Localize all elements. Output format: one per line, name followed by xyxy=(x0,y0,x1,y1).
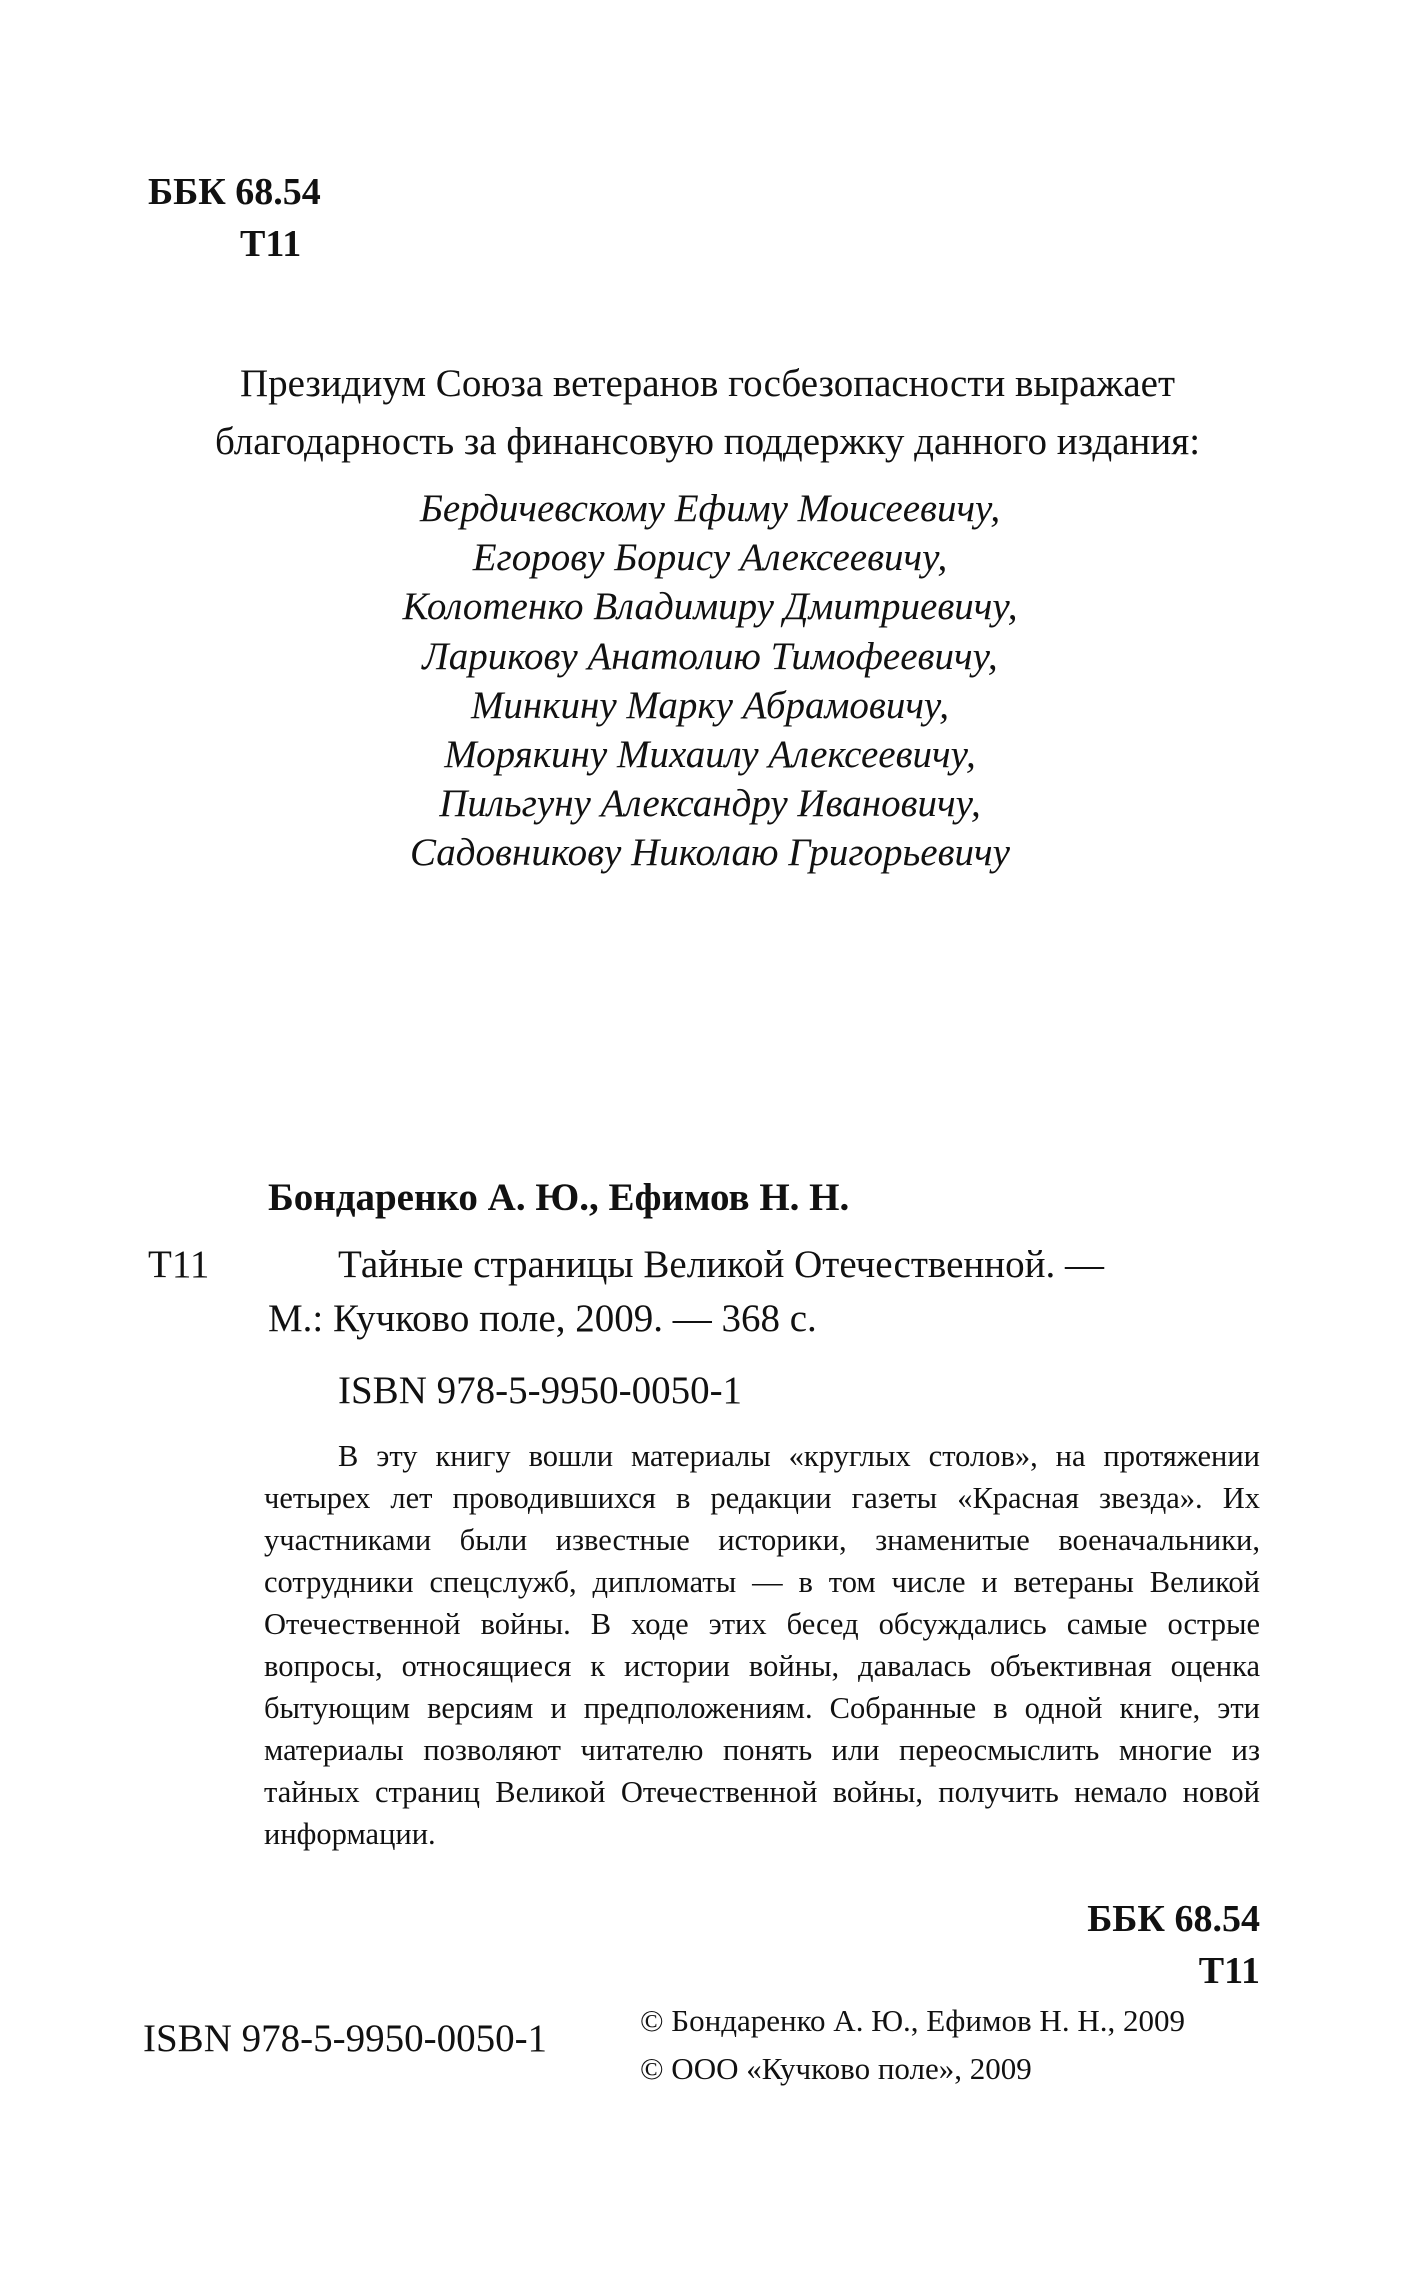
bbk-index-bottom xyxy=(1087,1893,1260,1997)
sponsor-name: Пильгуну Александру Ивановичу, xyxy=(439,782,981,826)
bbk-index-top xyxy=(148,166,321,270)
sponsor-name: Морякину Михаилу Алексеевичу, xyxy=(444,733,976,777)
sponsor-name: Минкину Марку Абрамовичу, xyxy=(470,683,950,727)
copyright-line: © Бондаренко А. Ю., Ефимов Н. Н., 2009 xyxy=(640,2003,1185,2038)
record-title: Тайные страницы Великой Отечественной. — xyxy=(338,1243,1105,1286)
record-isbn: ISBN 978-5-9950-0050-1 xyxy=(338,1369,743,1412)
sponsor-name: Ларикову Анатолию Тимофеевичу, xyxy=(422,634,998,678)
record-publisher: М.: Кучково поле, 2009. — 368 с. xyxy=(268,1297,817,1340)
copyright-notices xyxy=(640,1997,1185,2093)
author-mark: Т11 xyxy=(240,223,302,265)
sponsor-name: Колотенко Владимиру Дмитриевичу, xyxy=(402,585,1018,629)
bbk-code: ББК 68.54 xyxy=(148,171,321,213)
record-authors: Бондаренко А. Ю., Ефимов Н. Н. xyxy=(268,1176,850,1219)
sponsor-name: Бердичевскому Ефиму Моисеевичу, xyxy=(419,487,1001,530)
record-author-mark: Т11 xyxy=(148,1243,210,1286)
sponsor-list xyxy=(330,484,1090,878)
bbk-code: ББК 68.54 xyxy=(1087,1898,1260,1940)
annotation-text: В эту книгу вошли материалы «круглых столов», на протяжении четырех лет проводившихся в редакции газеты «Красная звезда». Их участниками были известные историки, знаменитые военачальники, сотрудники спецслужб, дипломаты — в том числе и ветераны Великой Отечественной войны. В ходе этих бесед обсуждались самые острые вопросы, относящиеся к истории войны, давалась объективная оценка бытующим версиям и предположениям. Собранные в одной книге, эти материалы позволяют читателю понять или переосмыслить многие из тайных страниц Великой Отечественной войны, получить немало новой информации. xyxy=(264,1439,1260,1851)
copyright-line: © ООО «Кучково поле», 2009 xyxy=(640,2051,1032,2086)
acknowledgement-text: Президиум Союза ветеранов госбезопасности выражает благодарность за финансовую поддержку данного издания: xyxy=(214,362,1201,463)
sponsor-name: Садовникову Николаю Григорьевичу xyxy=(410,831,1010,875)
author-mark: Т11 xyxy=(1198,1950,1260,1992)
sponsor-name: Егорову Борису Алексеевичу, xyxy=(472,536,948,580)
footer-isbn: ISBN 978-5-9950-0050-1 xyxy=(143,2017,548,2060)
